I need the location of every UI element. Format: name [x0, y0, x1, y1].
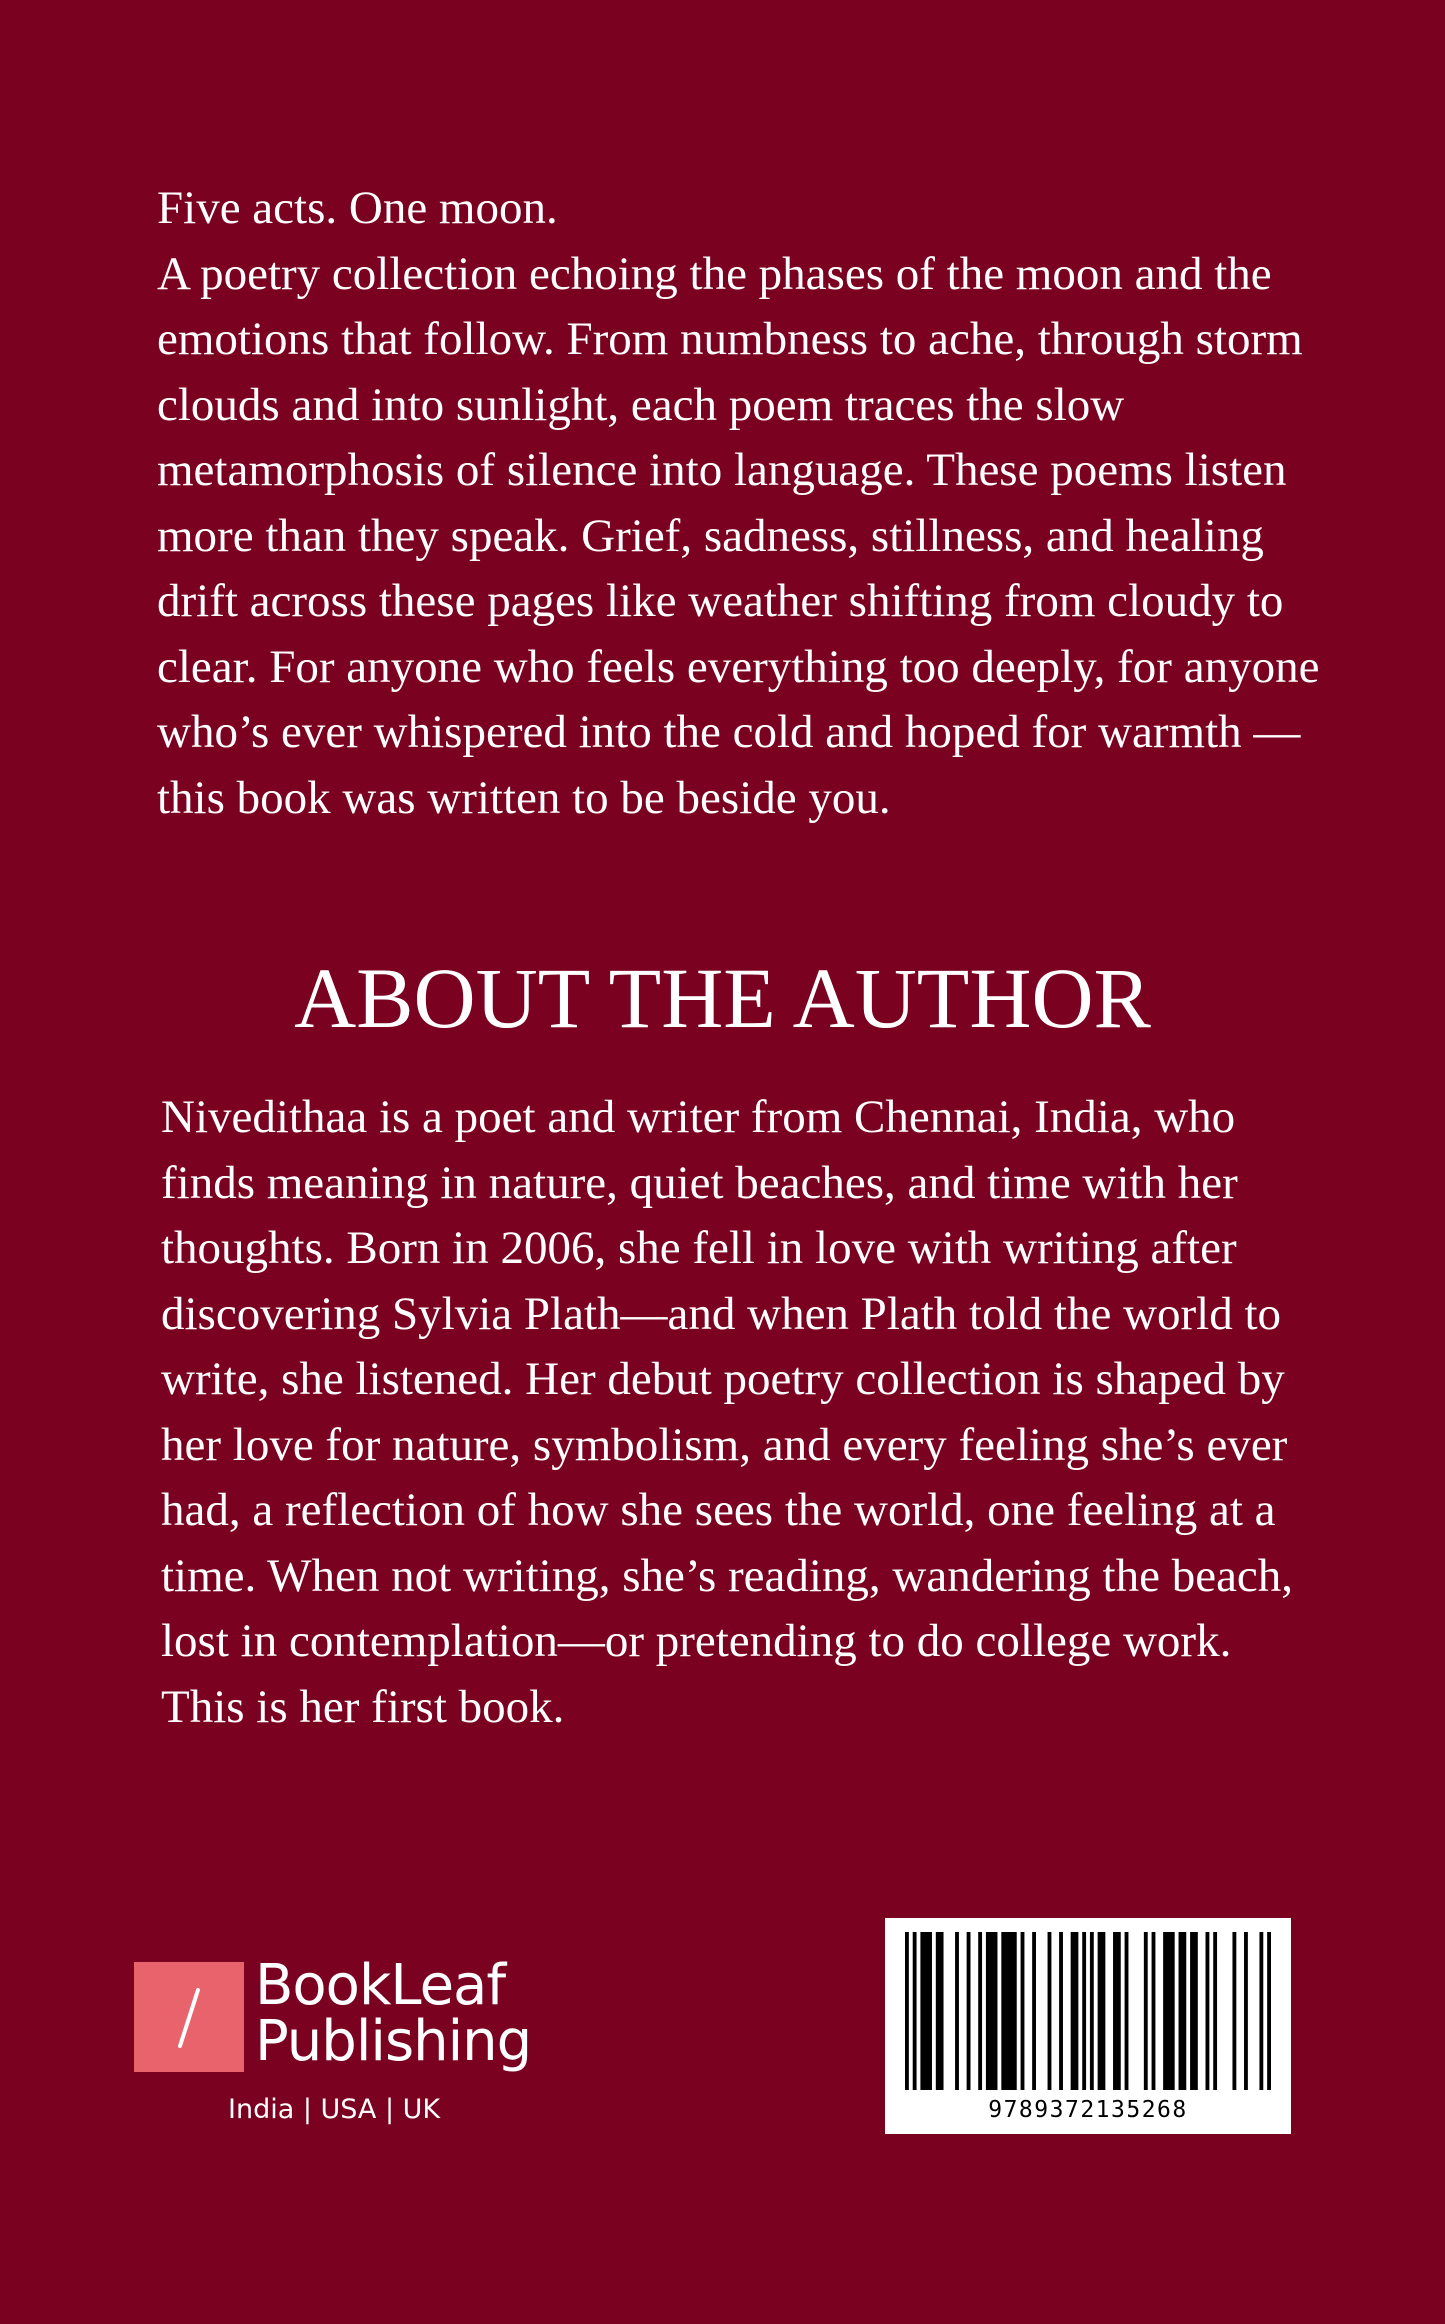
- barcode-bar: [978, 1932, 982, 2090]
- barcode-bar: [1098, 1932, 1106, 2090]
- barcode-bar: [1152, 1932, 1156, 2090]
- publisher-name-line1: BookLeaf: [255, 1953, 506, 2018]
- barcode-bar: [1206, 1932, 1210, 2090]
- barcode-bar: [1267, 1932, 1271, 2090]
- book-blurb: [157, 176, 1347, 831]
- barcode-bar: [1082, 1932, 1086, 2090]
- blurb-description: A poetry collection echoing the phases of the moon and the emotions that follow. From numbness to ache, through storm clouds and into sunlight, each poem traces the slow metamorphosis of silence into language. These poems listen more than they speak. Grief, sadness, stillness, and healing drift across these pages like weather shifting from cloudy to clear. For anyone who feels everything too deeply, for anyone who’s ever whispered into the cold and hoped for warmth — this book was written to be beside you.: [157, 247, 1320, 824]
- barcode-bar: [1259, 1932, 1263, 2090]
- author-bio: Nivedithaa is a poet and writer from Chennai, India, who finds meaning in nature, quiet beaches, and time with her thoughts. Born in 2006, she fell in love with writing after discovering Sylvia Plath—and when Plath told the world to write, she listened. Her debut poetry collection is shaped by her love for nature, symbolism, and every feeling she’s ever had, a reflection of how she sees the world, one feeling at a time. When not writing, she’s reading, wandering the beach, lost in contemplation—or pretending to do college work. This is her first book.: [161, 1091, 1294, 1733]
- barcode-bar: [1071, 1932, 1079, 2090]
- barcode-bar: [1190, 1932, 1198, 2090]
- barcode-bar: [1163, 1932, 1175, 2090]
- barcode-bar: [1232, 1932, 1236, 2090]
- blurb-tagline: Five acts. One moon.: [157, 182, 558, 234]
- barcode-bar: [955, 1932, 959, 2090]
- publisher-logo: [134, 1953, 554, 2137]
- isbn-barcode: [885, 1918, 1291, 2134]
- slash-logo-icon: [134, 1962, 244, 2072]
- barcode-bar: [1059, 1932, 1063, 2090]
- barcode-bar: [920, 1932, 932, 2090]
- barcode-bar: [1179, 1932, 1187, 2090]
- barcode-bar: [1125, 1932, 1129, 2090]
- barcode-bar: [905, 1932, 909, 2090]
- barcode-bar: [936, 1932, 944, 2090]
- about-author-heading: ABOUT THE AUTHOR: [294, 950, 1151, 1046]
- barcode-bar: [1213, 1932, 1217, 2090]
- barcode-bar: [1021, 1932, 1025, 2090]
- barcode-bar: [1113, 1932, 1121, 2090]
- barcode-bar: [967, 1932, 971, 2090]
- barcode-bar: [986, 1932, 998, 2090]
- barcode-bar: [1048, 1932, 1052, 2090]
- barcode-bar: [1144, 1932, 1148, 2090]
- barcode-bar: [1001, 1932, 1016, 2090]
- barcode-bar: [1032, 1932, 1036, 2090]
- isbn-number: 9789372135268: [988, 2097, 1188, 2123]
- publisher-name-line2: Publishing: [255, 2009, 532, 2074]
- barcode-bar: [913, 1932, 917, 2090]
- publisher-regions: India | USA | UK: [228, 2094, 441, 2125]
- barcode-bar: [1090, 1932, 1094, 2090]
- barcode-bar: [1244, 1932, 1248, 2090]
